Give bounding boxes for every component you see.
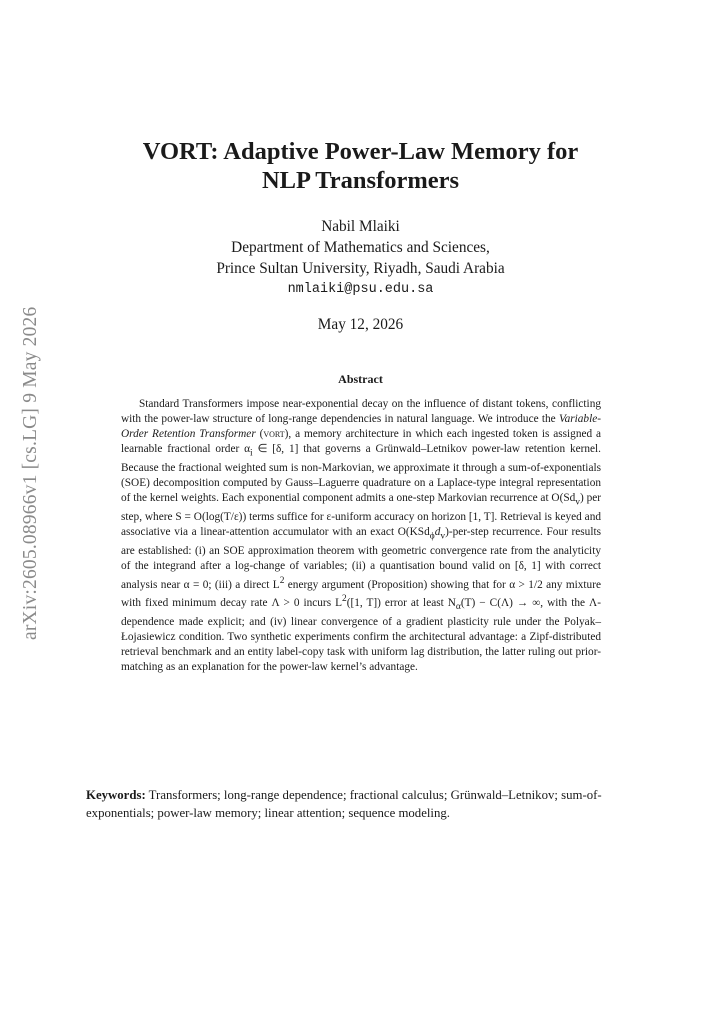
paper-date: May 12, 2026 (317, 316, 404, 333)
model-acronym: vort (263, 427, 285, 440)
author-name: Nabil Mlaiki (321, 218, 400, 235)
keywords (86, 786, 638, 822)
affiliation-line-2: Prince Sultan University, Riyadh, Saudi Arabia (216, 260, 505, 277)
paper-title (0, 137, 721, 195)
title-line-1: VORT: Adaptive Power-Law Memory for (142, 138, 579, 165)
affiliation-line-1: Department of Mathematics and Sciences, (231, 239, 490, 256)
keywords-list: Transformers; long-range dependence; fractional calculus; Grünwald–Letnikov; sum-of-exponentials; power-law memory; linear attention; sequence modeling. (86, 788, 602, 820)
title-line-2: NLP Transformers (261, 167, 460, 194)
arxiv-identifier: arXiv:2605.08966v1 [cs.LG] 9 May 2026 (20, 306, 41, 640)
abstract-body: Standard Transformers impose near-exponential decay on the influence of distant tokens, conflicting with the power-law structure of long-range dependencies in natural language. We introduce the Variable-Order Retention Transformer (vort), a memory architecture in which each ingested token is assigned a learnable fractional order $\alpha_i$ ∈ [δ, 1] that governs a Grünwald–Letnikov power-law retention kernel. Because the fractional weighted sum is non-Markovian, we approximate it through a sum-of-exponentials (SOE) decomposition computed by Gauss–Laguerre quadrature on a Laplace-type integral representation of the kernel weights. Each exponential component admits a one-step Markovian recurrence at $O(Sd_v)$ per step, where S = O(log(T/ε)) terms suffice for ε-uniform accuracy on horizon [1, T]. Retrieval is keyed and associative via a linear-attention accumulator with an exact $O(KSd_\phi d_v)-per$-step recurrence. Four results are established: (i) an SOE approximation theorem with geometric convergence rate from the analyticity of the integrand after a log-change of variables; (ii) a quantisation bound valid on [δ, 1] with correct analysis near α = 0; (iii) a direct $L^2$ energy argument (Proposition) showing that for α > 1/2 any mixture with fixed minimum decay rate Λ > 0 incurs $L^2([1$, T]) error at least $N_\alpha(T) - C(\Lambda)$ → ∞, with the Λ-dependence made explicit; and (iv) linear convergence of a gradient plasticity rule under the Polyak–Łojasiewicz condition. Two synthetic experiments confirm the architectural advantage: a Zipf-distributed retrieval benchmark and an entity label-copy task with uniform lag distribution, the latter ruling out prior-matching as an explanation for the power-law kernel’s advantage. (121, 398, 602, 674)
author-email[interactable]: nmlaiki@psu.edu.sa (287, 282, 434, 297)
model-name: Variable-Order Retention Transformer (121, 412, 601, 440)
abstract-heading: Abstract (338, 372, 383, 386)
keywords-label: Keywords: (86, 788, 146, 802)
author-block (0, 216, 721, 300)
